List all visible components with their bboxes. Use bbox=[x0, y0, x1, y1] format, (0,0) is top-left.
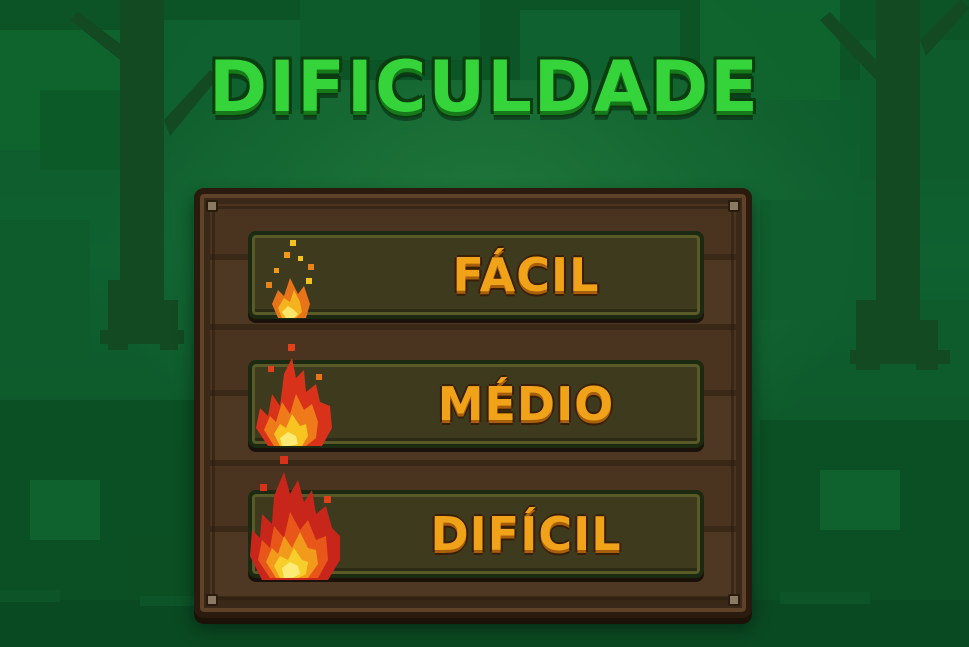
nail-icon bbox=[728, 200, 740, 212]
nail-icon bbox=[206, 200, 218, 212]
hard-button-label: DIFÍCIL bbox=[430, 507, 622, 561]
medium-flame-icon bbox=[250, 344, 340, 454]
small-flame-icon bbox=[258, 238, 328, 328]
nail-icon bbox=[206, 594, 218, 606]
large-flame-icon bbox=[246, 456, 346, 586]
page-title: DIFICULDADE bbox=[208, 46, 761, 128]
medium-button-label: MÉDIO bbox=[437, 377, 615, 431]
easy-button-label: FÁCIL bbox=[452, 248, 600, 302]
nail-icon bbox=[728, 594, 740, 606]
